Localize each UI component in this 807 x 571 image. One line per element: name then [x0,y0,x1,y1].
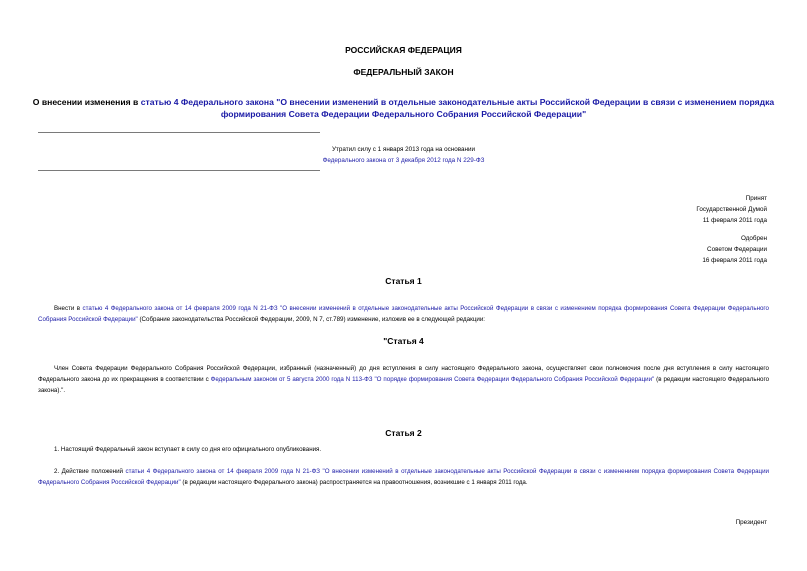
article1-text-after: (Собрание законодательства Российской Федерации, 2009, N 7, ст.789) изменение, изложив ее в следующей редакции: [137,315,485,323]
quoted-article-heading: "Статья 4 [383,336,424,346]
accepted-date: 11 февраля 2011 года [702,217,767,224]
repeal-law-link[interactable]: Федерального закона от 3 декабря 2012 года N 229-ФЗ [322,157,485,164]
article1-text-before: Внести в [54,305,83,312]
law-type-heading: ФЕДЕРАЛЬНЫЙ ЗАКОН [353,67,454,77]
quoted-text-before: Член Совета Федерации Федерального Собрания Российской Федерации, избранный (назначенный) до дня вступления в силу настоящего Федерального закона, осуществляет свои полномочия после дня вступления в силу настоящего Федерального закона до их прекращения в соответствии с [38,365,769,383]
approved-by: Советом Федерации [707,246,767,253]
article2-p1-text: 1. Настоящий Федеральный закон вступает в силу со дня его официального опубликования. [54,446,322,453]
article1-link[interactable]: статью 4 Федерального закона от 14 февраля 2009 года N 21-ФЗ "О внесении изменений в отдельные законодательные акты Российской Федерации в связи с изменением порядка формирования Совета Федерации Федерального Собрания Российской Федерации" [38,305,769,323]
accepted-label: Принят [745,195,767,202]
approved-date: 16 февраля 2011 года [702,257,767,264]
title-prefix: О внесении изменения в [32,97,141,107]
title-link[interactable]: статью 4 Федерального закона "О внесении изменений в отдельные законодательные акты Российской Федерации в связи с изменением порядка формирования Совета Федерации Федерального Собрания Российской Федерации" [140,97,775,119]
signature-role: Президент [735,519,767,526]
article2-p2-after: (в редакции настоящего Федерального закона) распространяется на правоотношения, возникшие с 1 января 2011 года. [180,478,528,486]
approved-label: Одобрен [740,235,767,242]
article1-heading: Статья 1 [385,276,422,286]
article2-paragraph-2 [38,467,769,489]
article2-paragraph-1 [38,445,769,456]
divider-top [38,132,320,133]
adoption-accepted [696,193,767,226]
adoption-approved [702,233,767,266]
accepted-by: Государственной Думой [696,206,767,213]
status-link-line [0,155,807,166]
quoted-text-after: (в редакции настоящего Федерального закона).". [38,375,770,394]
status-line: Утратил силу с 1 января 2013 года на основании [331,146,476,153]
article2-link[interactable]: статьи 4 Федерального закона от 14 февраля 2009 года N 21-ФЗ "О внесении изменений в отдельные законодательные акты Российской Федерации в связи с изменением порядка формирования Совета Федерации Федерального Собрания Российской Федерации" [38,468,769,486]
country-heading: РОССИЙСКАЯ ФЕДЕРАЦИЯ [345,45,462,55]
quoted-article-paragraph [38,364,769,396]
article1-paragraph [38,304,769,326]
divider-bottom [38,170,320,171]
article2-heading: Статья 2 [385,428,422,438]
quoted-link[interactable]: Федеральным законом от 5 августа 2000 года N 113-ФЗ "О порядке формирования Совета Федерации Федерального Собрания Российской Федерации" [210,375,655,383]
article2-p2-before: 2. Действие положений [54,468,126,475]
document-title [30,96,777,120]
